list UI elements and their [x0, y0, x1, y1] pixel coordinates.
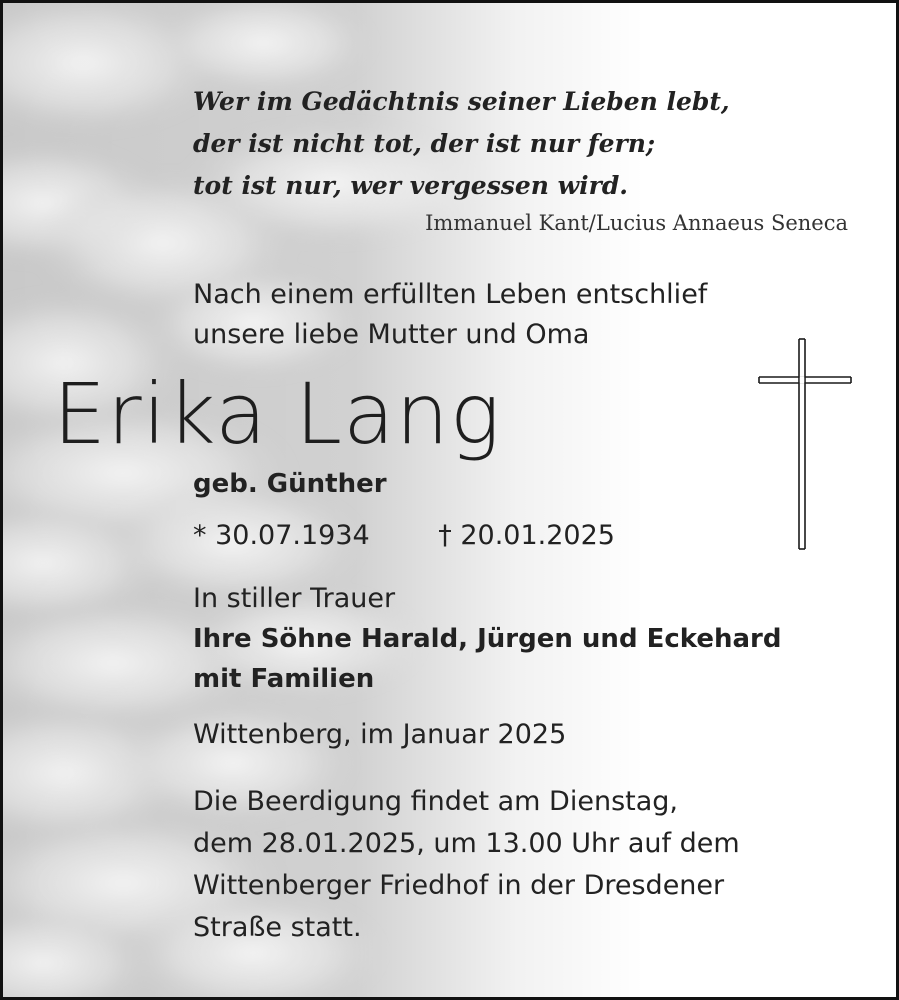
- quote-line: Wer im Gedächtnis seiner Lieben lebt,: [193, 87, 730, 116]
- place-and-date: Wittenberg, im Januar 2025: [193, 719, 567, 750]
- mourners-families: mit Familien: [193, 664, 375, 694]
- funeral-line: Wittenberger Friedhof in der Dresdener: [193, 870, 725, 901]
- intro-line: Nach einem erfüllten Leben entschlief: [193, 279, 708, 310]
- announcement-intro: [193, 275, 707, 355]
- quote-author: Immanuel Kant/Lucius Annaeus Seneca: [425, 211, 848, 235]
- birth-date: * 30.07.1934: [193, 520, 370, 551]
- maiden-name: geb. Günther: [193, 469, 387, 499]
- deceased-name: Erika Lang: [53, 365, 502, 463]
- funeral-line: Straße statt.: [193, 912, 362, 943]
- mourning-intro: In stiller Trauer: [193, 583, 396, 614]
- memorial-quote: [193, 81, 853, 207]
- funeral-details: [193, 781, 740, 949]
- death-date: † 20.01.2025: [438, 520, 615, 551]
- life-dates: [193, 520, 615, 551]
- quote-line: der ist nicht tot, der ist nur fern;: [193, 129, 656, 158]
- quote-line: tot ist nur, wer vergessen wird.: [193, 171, 629, 200]
- latin-cross-icon: [755, 337, 855, 553]
- mourners-block: [193, 579, 782, 699]
- mourners-names: Ihre Söhne Harald, Jürgen und Eckehard: [193, 624, 782, 654]
- funeral-line: Die Beerdigung findet am Dienstag,: [193, 786, 678, 817]
- funeral-line: dem 28.01.2025, um 13.00 Uhr auf dem: [193, 828, 740, 859]
- intro-line: unsere liebe Mutter und Oma: [193, 319, 590, 350]
